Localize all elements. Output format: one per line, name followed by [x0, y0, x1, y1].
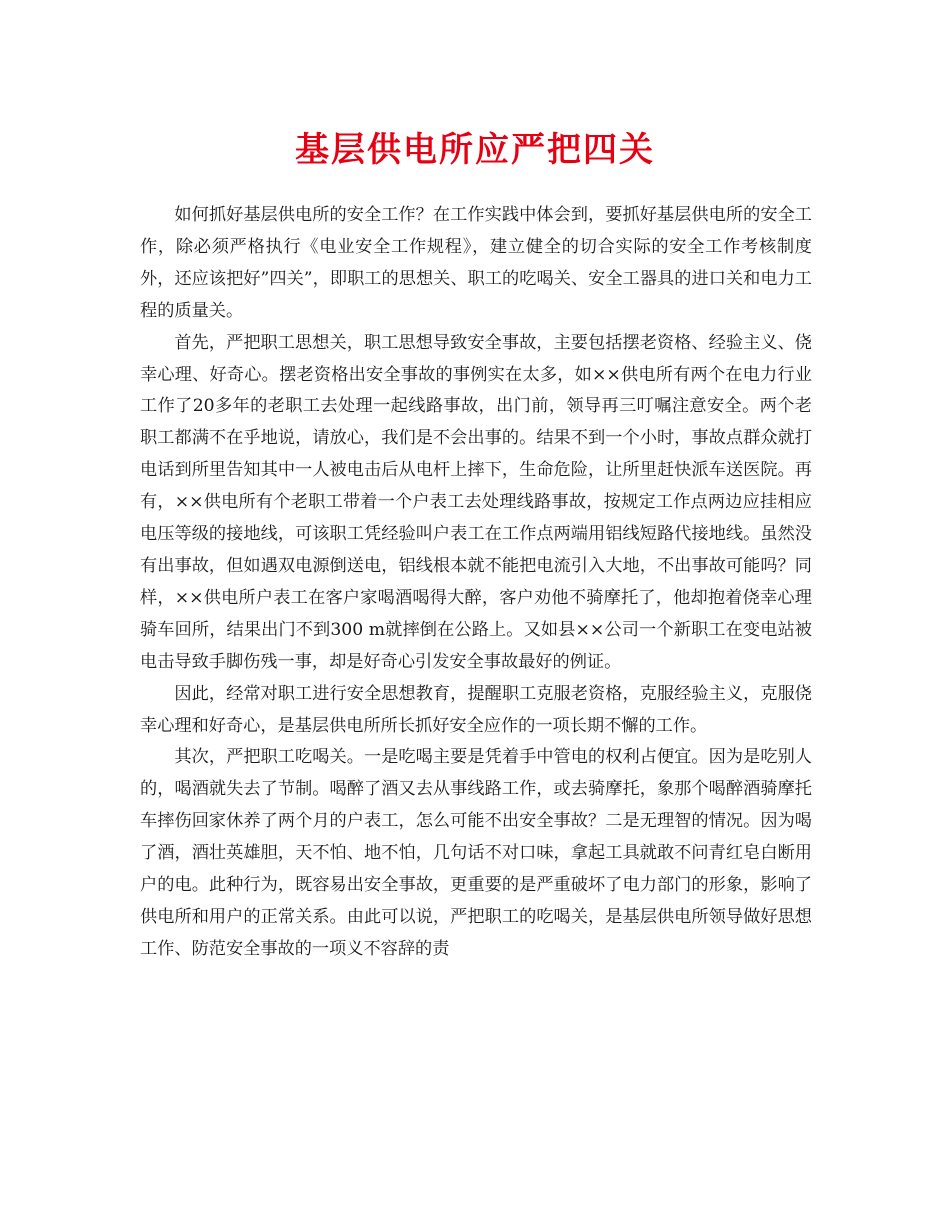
document-body [140, 200, 812, 966]
paragraph-intro: 如何抓好基层供电所的安全工作？在工作实践中体会到，要抓好基层供电所的安全工作，除必须严格执行《电业安全工作规程》，建立健全的切合实际的安全工作考核制度外，还应该把好”四关”，即职工的思想关、职工的吃喝关、安全工器具的进口关和电力工程的质量关。 [140, 205, 812, 321]
paragraph-thought-check: 首先，严把职工思想关，职工思想导致安全事故，主要包括摆老资格、经验主义、侥幸心理、好奇心。摆老资格出安全事故的事例实在太多，如××供电所有两个在电力行业工作了20多年的老职工去处理一起线路事故，出门前，领导再三叮嘱注意安全。两个老职工都满不在乎地说，请放心，我们是不会出事的。结果不到一个小时，事故点群众就打电话到所里告知其中一人被电击后从电杆上摔下，生命危险，让所里赶快派车送医院。再有，××供电所有个老职工带着一个户表工去处理线路事故，按规定工作点两边应挂相应电压等级的接地线，可该职工凭经验叫户表工在工作点两端用铝线短路代接地线。虽然没有出事故，但如遇双电源倒送电，铝线根本就不能把电流引入大地，不出事故可能吗？同样，××供电所户表工在客户家喝酒喝得大醉，客户劝他不骑摩托了，他却抱着侥幸心理骑车回所，结果出门不到300 m就摔倒在公路上。又如县××公司一个新职工在变电站被电击导致手脚伤残一事，却是好奇心引发安全事故最好的例证。 [140, 332, 812, 672]
document-title: 基层供电所应严把四关 [295, 130, 655, 170]
paragraph-conclusion: 因此，经常对职工进行安全思想教育，提醒职工克服老资格，克服经验主义，克服侥幸心理和好奇心，是基层供电所所长抓好安全应作的一项长期不懈的工作。 [140, 683, 812, 736]
paragraph-drinking-check: 其次，严把职工吃喝关。一是吃喝主要是凭着手中管电的权利占便宜。因为是吃别人的，喝酒就失去了节制。喝醉了酒又去从事线路工作，或去骑摩托，象那个喝醉酒骑摩托车摔伤回家休养了两个月的户表工，怎么可能不出安全事故？二是无理智的情况。因为喝了酒，酒壮英雄胆，天不怕、地不怕，几句话不对口味，拿起工具就敢不问青红皂白断用户的电。此种行为，既容易出安全事故，更重要的是严重破坏了电力部门的形象，影响了供电所和用户的正常关系。由此可以说，严把职工的吃喝关，是基层供电所领导做好思想工作、防范安全事故的一项义不容辞的责 [140, 747, 812, 959]
